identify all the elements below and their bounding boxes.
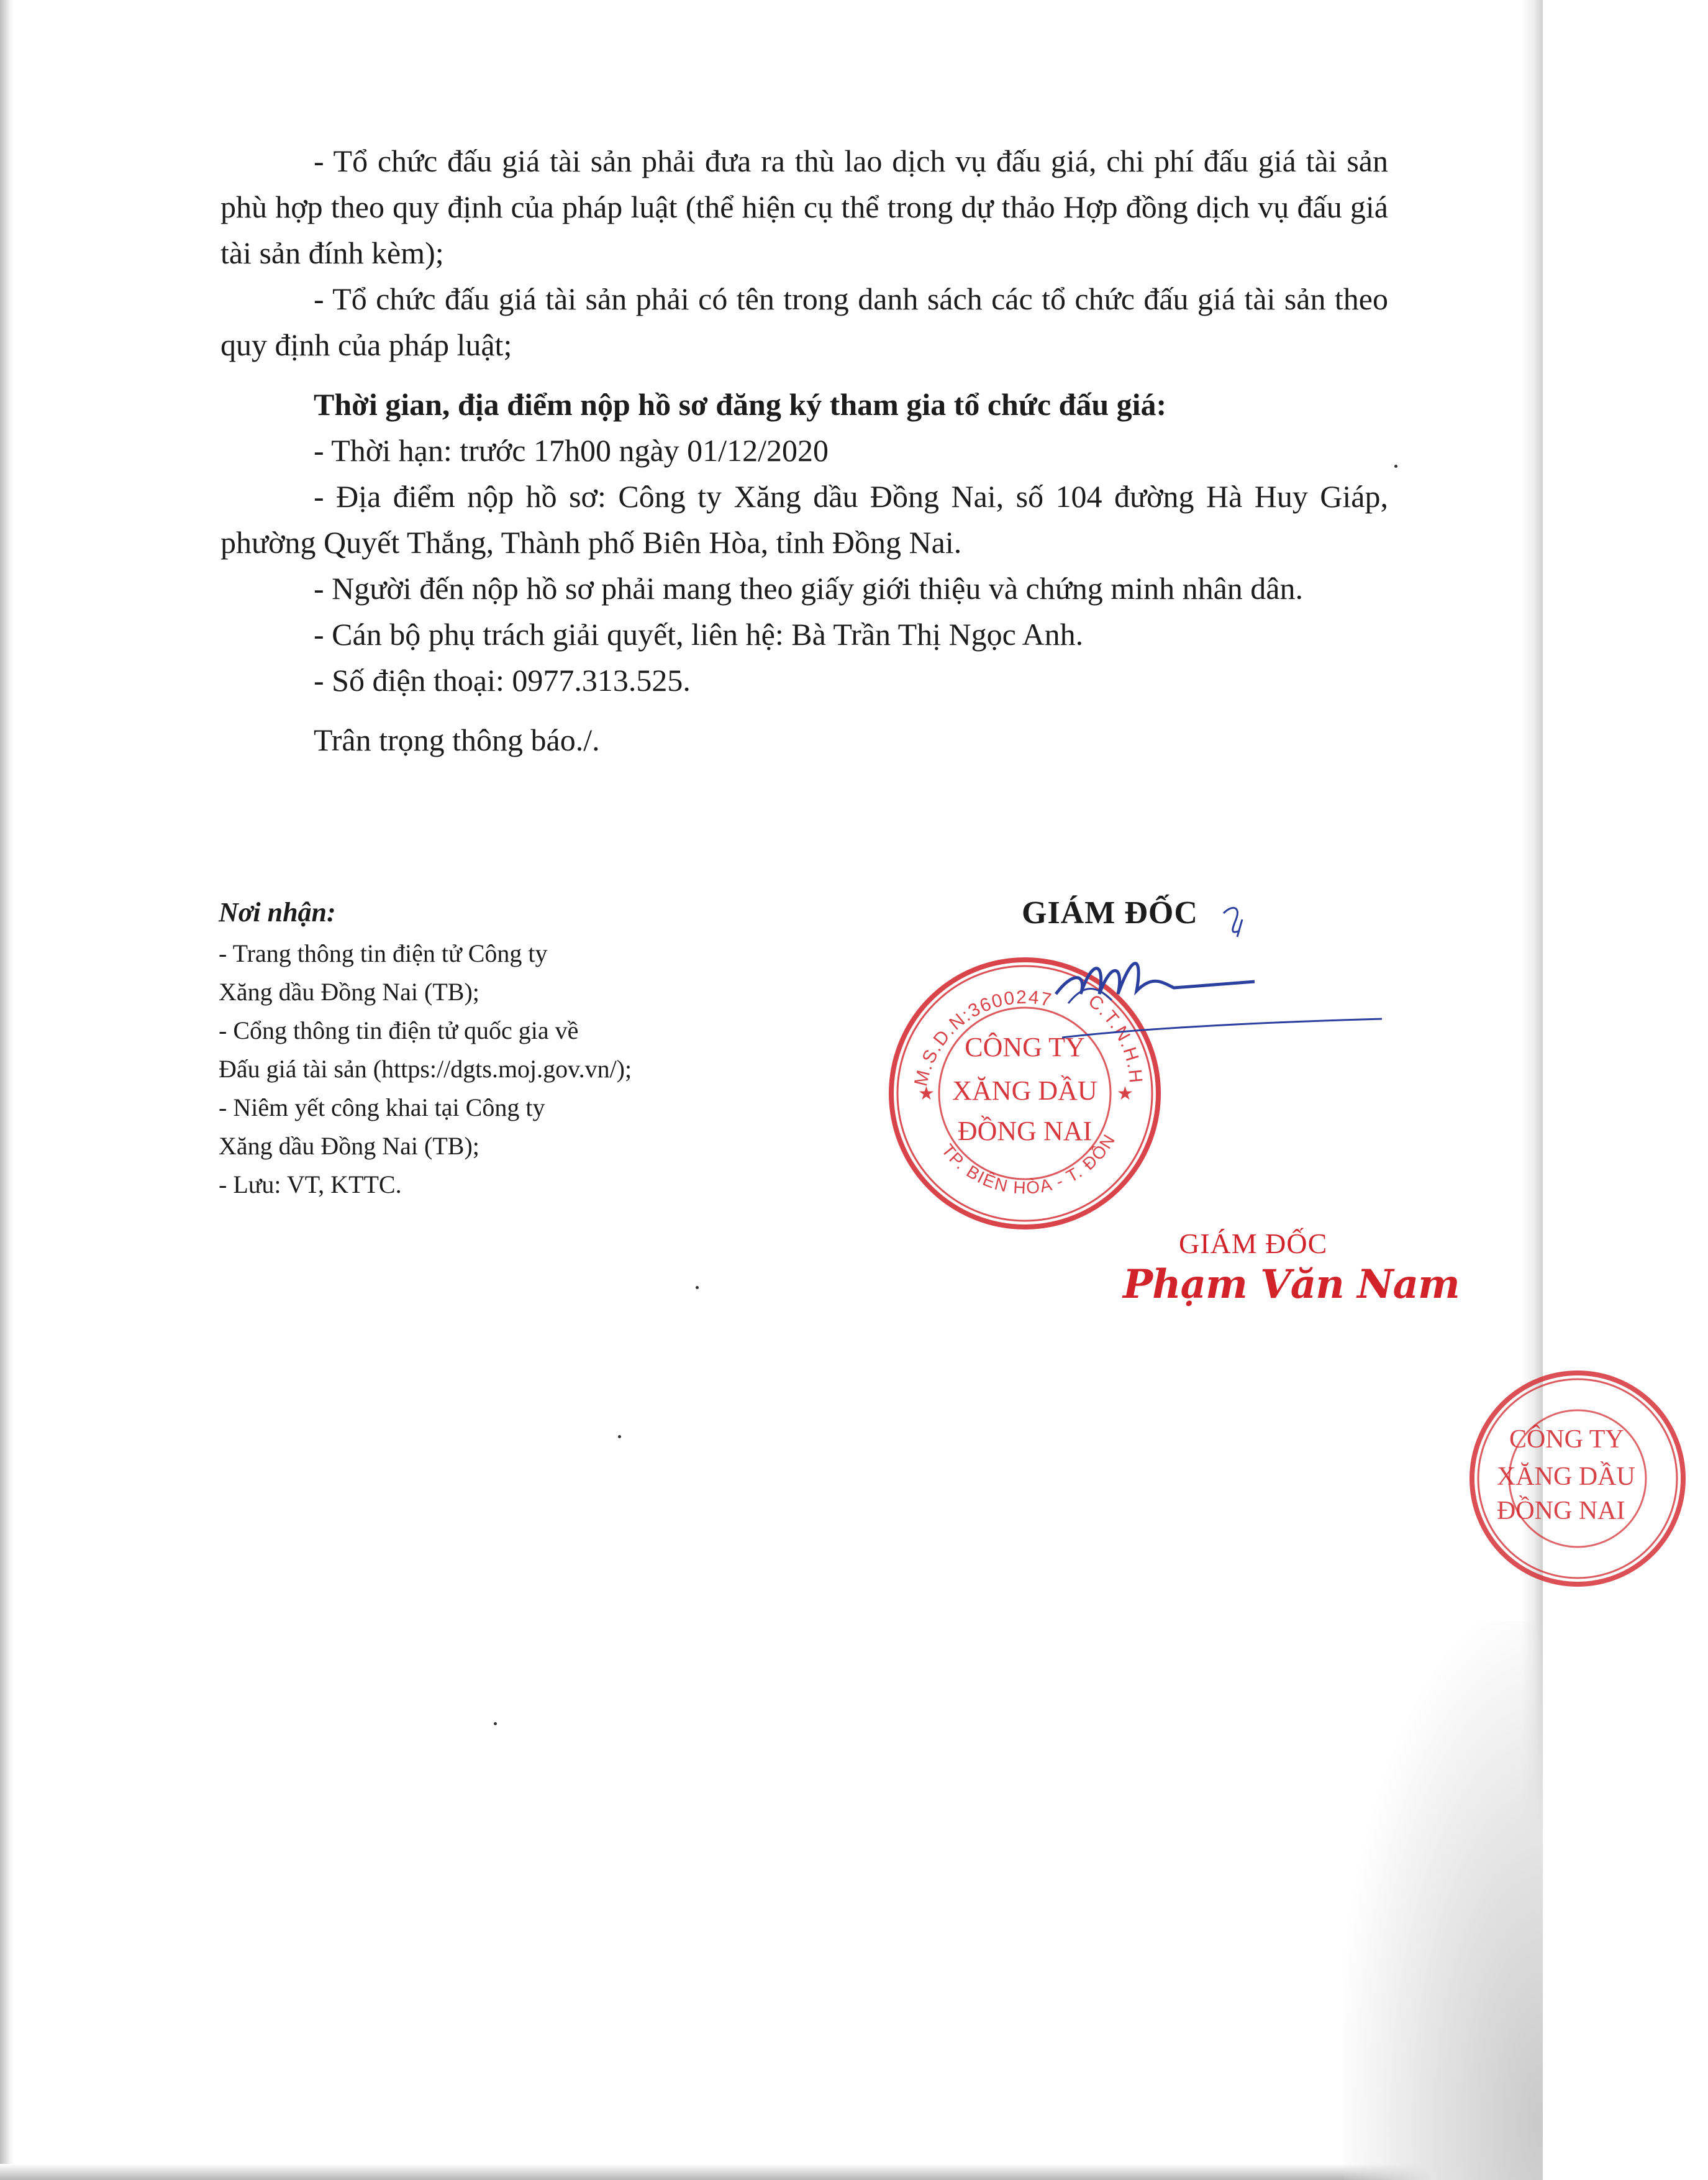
recipients-block xyxy=(219,893,691,1204)
seal-ring-text: M.S.D.N:3600247 xyxy=(911,987,1055,1088)
seal-star-right: ★ xyxy=(1117,1083,1133,1104)
partial-seal-line-2: XĂNG DẦU xyxy=(1497,1462,1635,1491)
detail-deadline: - Thời hạn: trước 17h00 ngày 01/12/2020 xyxy=(314,433,829,468)
scan-speck xyxy=(618,1435,621,1438)
recipients-heading: Nơi nhận: xyxy=(219,897,336,928)
paragraph-listing: - Tổ chức đấu giá tài sản phải có tên trong danh sách các tổ chức đấu giá tài sản theo quy định của pháp luật; xyxy=(220,281,1388,362)
seal-ring-text-bottom: TP. BIÊN HÒA - T. ĐỒN xyxy=(938,1130,1120,1198)
section-heading: Thời gian, địa điểm nộp hồ sơ đăng ký tham gia tổ chức đấu giá: xyxy=(314,387,1167,422)
e-signature-title: GIÁM ĐỐC xyxy=(1179,1228,1328,1259)
scan-speck xyxy=(1394,465,1397,468)
recipient-line: - Lưu: VT, KTTC. xyxy=(219,1170,402,1198)
recipient-line: - Trang thông tin điện tử Công ty xyxy=(219,939,548,967)
detail-documents: - Người đến nộp hồ sơ phải mang theo giấy giới thiệu và chứng minh nhân dân. xyxy=(314,571,1303,606)
recipient-line: Xăng dầu Đồng Nai (TB); xyxy=(219,1132,479,1160)
seal-star-left: ★ xyxy=(918,1083,935,1104)
recipient-line: - Cổng thông tin điện tử quốc gia về xyxy=(219,1016,579,1044)
recipient-line: - Niêm yết công khai tại Công ty xyxy=(219,1093,545,1121)
scan-shadow-corner xyxy=(1344,1621,1543,2180)
scan-speck xyxy=(696,1286,699,1289)
director-title: GIÁM ĐỐC xyxy=(1022,895,1198,931)
detail-phone: - Số điện thoại: 0977.313.525. xyxy=(314,663,691,698)
partial-seal-line-3: ĐỒNG NAI xyxy=(1497,1497,1625,1525)
seal-line-3: ĐỒNG NAI xyxy=(957,1116,1092,1146)
partial-seal xyxy=(1447,1361,1635,1597)
e-signature-name: Phạm Văn Nam xyxy=(1123,1261,1460,1308)
partial-seal-line-1: CÔNG TY xyxy=(1509,1425,1624,1454)
recipient-line: Xăng dầu Đồng Nai (TB); xyxy=(219,978,479,1006)
scan-speck xyxy=(494,1722,497,1725)
scan-edge-bottom xyxy=(0,2164,1543,2180)
detail-contact: - Cán bộ phụ trách giải quyết, liên hệ: Bà Trần Thị Ngọc Anh. xyxy=(314,617,1084,652)
seal-line-2: XĂNG DẦU xyxy=(952,1075,1097,1106)
detail-location: - Địa điểm nộp hồ sơ: Công ty Xăng dầu Đồng Nai, số 104 đường Hà Huy Giáp, phường Quyết Thắng, Thành phố Biên Hòa, tỉnh Đồng Nai. xyxy=(220,479,1388,560)
paragraph-fee: - Tổ chức đấu giá tài sản phải đưa ra thù lao dịch vụ đấu giá, chi phí đấu giá tài sản phù hợp theo quy định của pháp luật (thể hiện cụ thể trong dự thảo Hợp đồng dịch vụ đấu giá tài sản đính kèm); xyxy=(220,144,1388,270)
seal-line-1: CÔNG TY xyxy=(965,1032,1085,1062)
closing-line: Trân trọng thông báo./. xyxy=(314,723,600,757)
seal-ring-text-right: C.T.N.H.H xyxy=(1084,990,1147,1085)
document-body xyxy=(220,138,1388,763)
scan-edge-left xyxy=(0,0,14,2180)
recipient-line: Đấu giá tài sản (https://dgts.moj.gov.vn/); xyxy=(219,1055,632,1083)
handwritten-signature xyxy=(1019,901,1391,1062)
